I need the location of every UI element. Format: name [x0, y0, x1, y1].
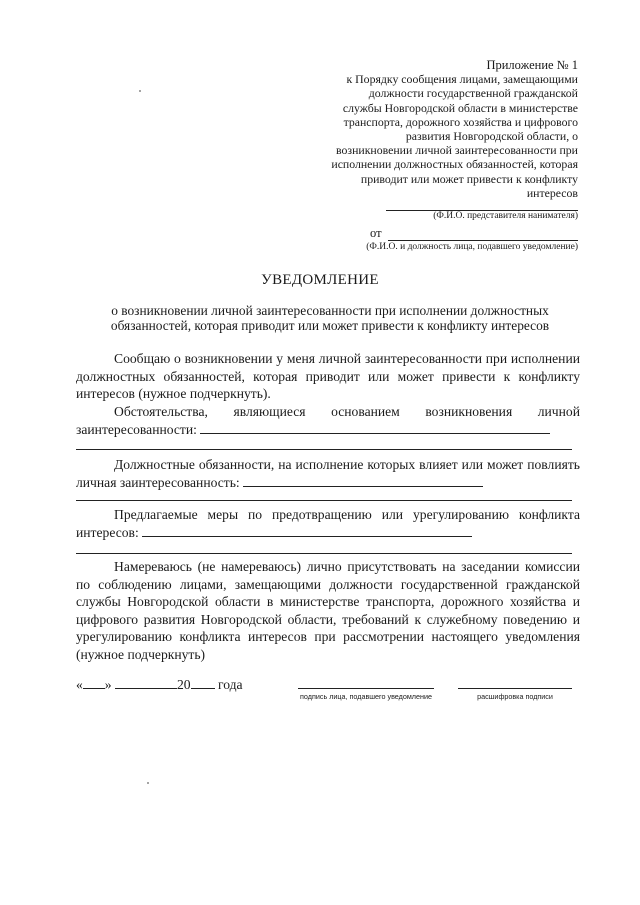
appendix-block — [278, 58, 578, 200]
paragraph-attendance: Намереваюсь (не намереваюсь) лично присутствовать на заседании комиссии по соблюдению лицами, замещающими должности государственной гражданской службы Новгородской области в министерстве транспорта, дорожного хозяйства и цифрового развития Новгородской области, требований к служебному поведению и урегулированию конфликта интересов при рассмотрении настоящего уведомления (нужное подчеркнуть) — [76, 559, 580, 662]
employer-field — [338, 206, 578, 222]
from-field — [338, 226, 578, 241]
paragraph-circumstances — [76, 403, 580, 438]
appendix-number: Приложение № 1 — [486, 58, 578, 72]
signature-line[interactable] — [298, 688, 434, 689]
measures-line-2[interactable] — [76, 553, 572, 554]
duties-line-2[interactable] — [76, 500, 572, 501]
year-prefix: 20 — [177, 677, 191, 692]
measures-label: Предлагаемые меры по предотвращению или урегулированию конфликта интересов: — [76, 507, 580, 540]
paragraph-duties — [76, 456, 580, 491]
from-label: от — [370, 226, 382, 240]
employer-caption: (Ф.И.О. представителя нанимателя) — [433, 211, 578, 221]
year-line[interactable] — [191, 677, 215, 689]
appendix-line: должности государственной гражданской — [368, 86, 578, 101]
signature-caption: подпись лица, подавшего уведомление — [300, 692, 432, 701]
scan-speck — [139, 90, 141, 92]
paragraph-measures — [76, 506, 580, 541]
appendix-line: службы Новгородской области в министерстве — [342, 100, 578, 115]
decoding-line[interactable] — [458, 688, 572, 689]
document-subtitle — [70, 303, 590, 333]
appendix-line: транспорта, дорожного хозяйства и цифрового — [343, 114, 578, 129]
document-title: УВЕДОМЛЕНИЕ — [261, 272, 379, 288]
duties-label: Должностные обязанности, на исполнение которых влияет или может повлиять личная заинтересованность: — [76, 457, 580, 490]
appendix-line: развития Новгородской области, о — [405, 129, 578, 144]
appendix-line: к Порядку сообщения лицами, замещающими — [346, 72, 578, 87]
signature-row — [76, 677, 586, 717]
from-caption: (Ф.И.О. и должность лица, подавшего уведомление) — [366, 242, 578, 252]
date-close-quote: » — [104, 677, 112, 692]
month-line[interactable] — [115, 677, 177, 689]
day-line[interactable] — [83, 677, 105, 689]
appendix-line: приводит или может привести к конфликту — [360, 171, 578, 186]
subtitle-line: обязанностей, которая приводит или может привести к конфликту интересов — [110, 318, 550, 333]
year-suffix: года — [218, 677, 243, 692]
duties-line[interactable] — [243, 475, 483, 487]
circumstances-line[interactable] — [200, 422, 550, 434]
decoding-caption: расшифровка подписи — [477, 692, 553, 701]
appendix-line: возникновении личной заинтересованности при — [336, 143, 578, 158]
scan-speck — [147, 782, 149, 784]
date-field — [76, 677, 243, 693]
measures-line[interactable] — [142, 525, 472, 537]
subtitle-line: о возникновении личной заинтересованности при исполнении должностных — [111, 303, 549, 318]
appendix-line: интересов — [526, 185, 578, 200]
paragraph-notice: Сообщаю о возникновении у меня личной заинтересованности при исполнении должностных обязанностей, которая приводит или может привести к конфликту интересов (нужное подчеркнуть). — [76, 351, 580, 401]
date-open-quote: « — [76, 677, 83, 692]
circumstances-label: Обстоятельства, являющиеся основанием возникновения личной заинтересованности: — [76, 404, 580, 437]
appendix-line: исполнении должностных обязанностей, которая — [331, 157, 578, 172]
circumstances-line-2[interactable] — [76, 449, 572, 450]
from-name-line[interactable] — [388, 228, 578, 241]
